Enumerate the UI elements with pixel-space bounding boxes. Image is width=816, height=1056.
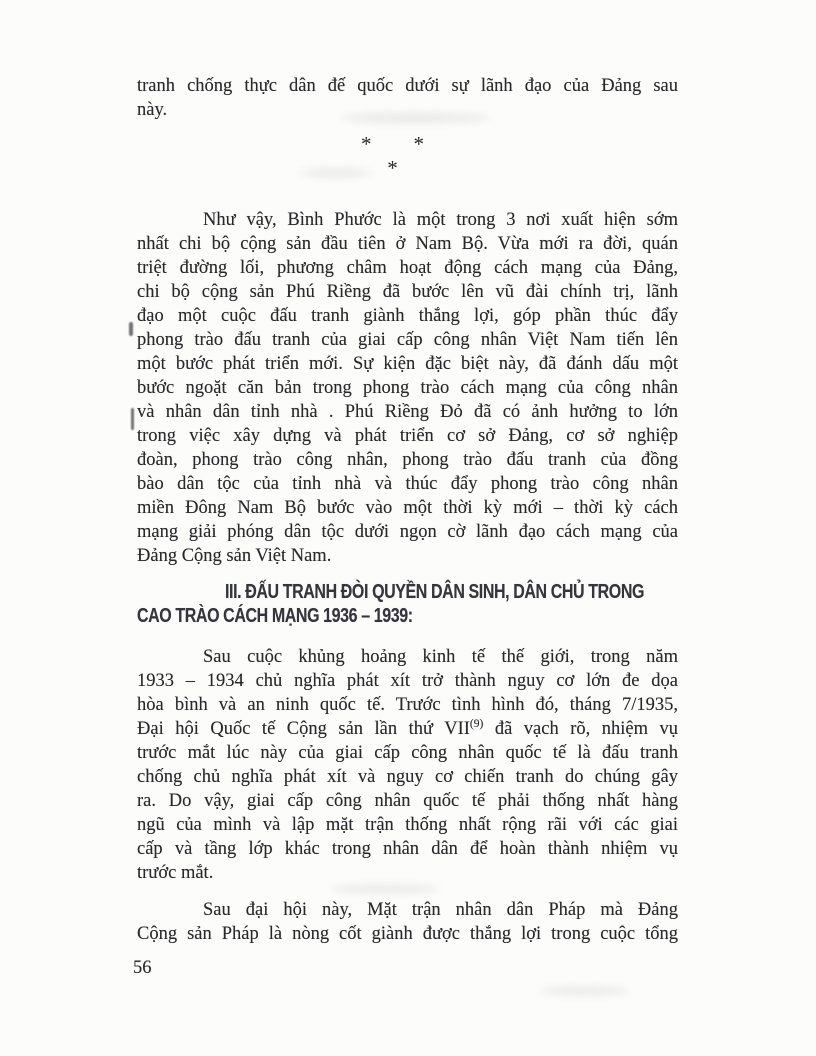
section-break-row (122, 156, 663, 180)
scan-edge-mark (131, 408, 134, 430)
section-break-row (122, 132, 663, 156)
scan-edge-mark (129, 322, 133, 336)
asterisk: * (387, 155, 398, 180)
text-line: phong trào đấu tranh của giai cấp công nhân Việt Nam tiến lên (137, 330, 678, 350)
text-line: hòa bình và an ninh quốc tế. Trước tình hình đó, tháng 7/1935, (137, 695, 678, 715)
text-segment: Đại hội Quốc tế Cộng sản lần thứ VII (137, 719, 470, 739)
asterisk: * (361, 131, 372, 156)
text-line: Sau đại hội này, Mặt trận nhân dân Pháp mà Đảng (203, 900, 678, 920)
text-line: trong việc xây dựng và phát triển cơ sở Đảng, cơ sở nghiệp (137, 426, 678, 446)
text-line: và nhân dân tỉnh nhà . Phú Riềng Đỏ đã có ảnh hưởng to lớn (137, 402, 678, 422)
text-line: triệt đường lối, phương châm hoạt động cách mạng của Đảng, (137, 258, 678, 278)
text-line: Đảng Cộng sản Việt Nam. (137, 546, 332, 566)
section-break (122, 132, 663, 180)
asterisk: * (413, 131, 424, 156)
paragraph-1936-1939 (137, 645, 678, 885)
text-line: bước ngoặt căn bản trong phong trào cách mạng của công nhân (137, 378, 678, 398)
text-line: trước mắt. (137, 863, 214, 883)
paragraph-popular-front (137, 898, 678, 946)
text-line: mạng giải phóng dân tộc dưới ngọn cờ lãnh đạo cách mạng của (137, 522, 678, 542)
text-line: cấp và tầng lớp khác trong nhân dân để hoàn thành nhiệm vụ (137, 839, 678, 859)
text-line: bào dân tộc của tỉnh nhà và thúc đẩy phong trào công nhân (137, 474, 678, 494)
text-line: này. (137, 100, 168, 120)
text-line: Sau cuộc khủng hoảng kinh tế thế giới, trong năm (203, 647, 678, 667)
text-line: nhất chi bộ cộng sản đầu tiên ở Nam Bộ. Vừa mới ra đời, quán (137, 234, 678, 254)
text-line: ngũ của mình và lập mặt trận thống nhất rộng rãi với các giai (137, 815, 678, 835)
section-heading (137, 580, 678, 628)
text-line: trước mắt lúc này của giai cấp công nhân quốc tế là đấu tranh (137, 743, 678, 763)
text-line: chi bộ cộng sản Phú Riềng đã bước lên vũ đài chính trị, lãnh (137, 282, 678, 302)
heading-line-2: CAO TRÀO CÁCH MẠNG 1936 – 1939: (137, 605, 413, 627)
text-line: Cộng sản Pháp là nòng cốt giành được thắng lợi trong cuộc tổng (137, 924, 678, 944)
text-line: miền Đông Nam Bộ bước vào một thời kỳ mới – thời kỳ cách (137, 498, 678, 518)
text-line: đoàn, phong trào công nhân, phong trào đấu tranh của đồng (137, 450, 678, 470)
text-segment: đã vạch rõ, nhiệm vụ (483, 719, 678, 739)
text-line-with-footnote (137, 717, 678, 741)
text-line: Như vậy, Bình Phước là một trong 3 nơi xuất hiện sớm (203, 210, 678, 230)
text-line: ra. Do vậy, giai cấp công nhân quốc tế phải thống nhất hàng (137, 791, 678, 811)
text-line: 1933 – 1934 chủ nghĩa phát xít trở thành nguy cơ lớn đe dọa (137, 671, 678, 691)
paragraph-continuation (137, 74, 678, 122)
text-line: chống chủ nghĩa phát xít và nguy cơ chiến tranh do chúng gây (137, 767, 678, 787)
scan-smudge (540, 986, 630, 996)
footnote-reference: (9) (469, 717, 484, 730)
text-block (133, 74, 678, 979)
page-number: 56 (133, 958, 152, 978)
text-line: một bước phát triển mới. Sự kiện đặc biệt này, đã đánh dấu một (137, 354, 678, 374)
heading-line-1: III. ĐẤU TRANH ĐÒI QUYỀN DÂN SINH, DÂN CHỦ TRONG (225, 581, 645, 603)
text-line: tranh chống thực dân đế quốc dưới sự lãnh đạo của Đảng sau (137, 76, 678, 96)
text-line: đạo một cuộc đấu tranh giành thắng lợi, góp phần thúc đẩy (137, 306, 678, 326)
paragraph-phu-rieng-do (137, 208, 678, 568)
